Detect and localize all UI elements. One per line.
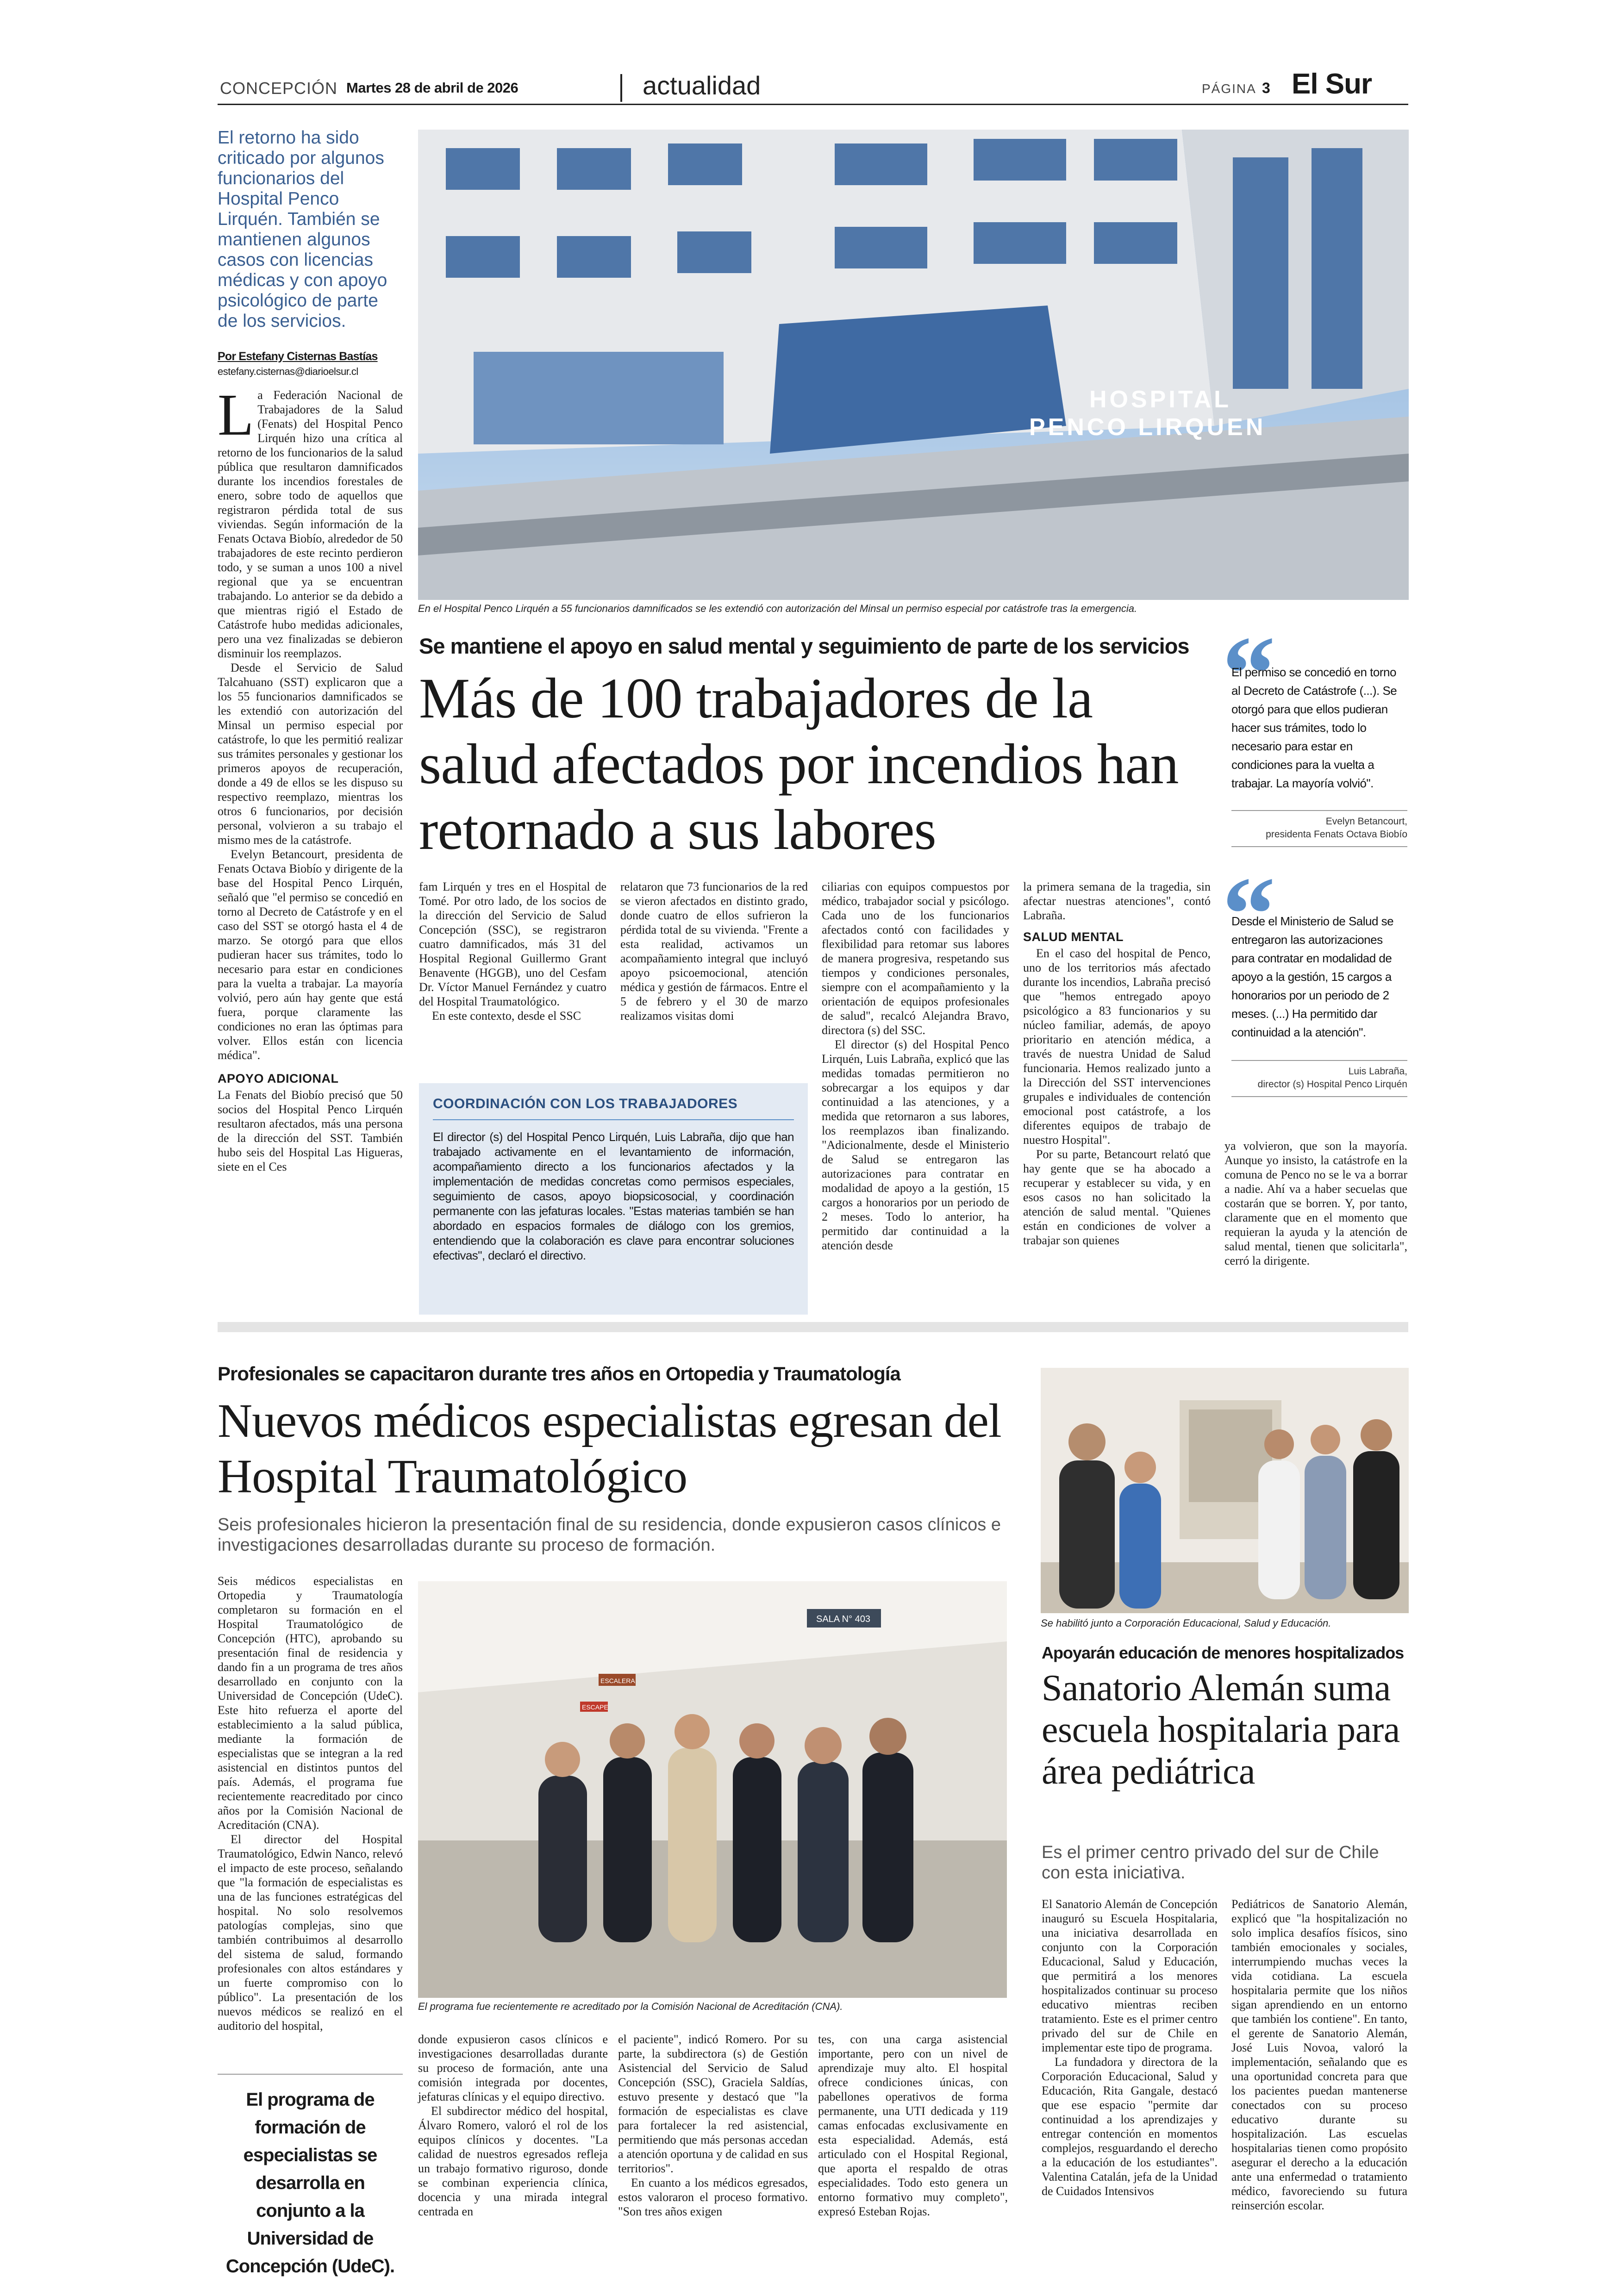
- story3-column-2: [1231, 1897, 1407, 2213]
- info-box-text: El director (s) del Hospital Penco Lirquén, Luis Labraña, dijo que han trabajado activamente en el levantamiento de información, acompañamiento directo a los funcionarios afectados y la implementación de medidas concretas como permisos especiales, seguimiento de casos, apoyo biopsicosocial, y coordinación permanente con las jefaturas locales. "Estas materias también se han abordado en espacios formales de diálogo con los gremios, entendiendo que la colaboración es clave para encontrar soluciones efectivas", declaró el directivo.: [433, 1130, 794, 1262]
- paragraph: El subdirector médico del hospital, Álvaro Romero, valoró el rol de los equipos clínicos y docentes. "La calidad de nuestros egresados refleja un trabajo formativo riguroso, donde se combinan experiencia clínica, docencia y una mirada integral centrada en: [418, 2104, 608, 2218]
- paragraph: Seis médicos especialistas en Ortopedia y Traumatología completaron su formación en el Hospital Traumatológico de Concepción (HTC), aprobando su presentación final de residencia y dando fin a un programa de tres años desarrollado en conjunto con la Universidad de Concepción (UdeC). Este hito refuerza el aporte del establecimiento a la salud pública, mediante la formación de especialistas que se integran a la red asistencial en distintos puntos del país. Además, el programa fue recientemente reacreditado por cinco años por la Comisión Nacional de Acreditación (CNA).: [218, 1574, 403, 1832]
- header-city: CONCEPCIÓN: [220, 79, 338, 98]
- photo-caption: En el Hospital Penco Lirquén a 55 funcionarios damnificados se les extendió con autorización del Minsal un permiso especial por catástrofe tras la emergencia.: [418, 603, 1137, 614]
- paragraph: Desde el Servicio de Salud Talcahuano (SST) explicaron que a los 55 funcionarios damnificados se les extendió con autorización del Minsal un permiso especial por catástrofe, lo que les permitió realizar sus trámites personales y gestionar los primeros apoyos de recuperación, donde a 49 de ellos se les dispuso su respectivo reemplazo, mientras los otros 6 funcionarios, por decisión personal, volvieron a su trabajo el mismo mes de la catástrofe.: [218, 661, 403, 847]
- quote-rule: [1231, 846, 1407, 847]
- paragraph: El director del Hospital Traumatológico, Edwin Nanco, relevó el impacto de este proceso, señalando que "la formación de especialistas es una de las funciones estratégicas del hospital. No solo resolvemos patologías complejas, sino que también contribuimos al desarrollo del sistema de salud, formando profesionales con altos estándares y un fuerte compromiso con lo público". La presentación de los nuevos médicos se realizó en el auditorio del hospital,: [218, 1833, 403, 2033]
- paragraph: ya volvieron, que son la mayoría. Aunque yo insisto, la catástrofe en la comuna de Penco no se le va a borrar a nadie. Ahí va a haber secuelas que costarán que se borren. Y, por tanto, claramente que en el momento que requieran la ayuda y la atención de salud mental, tienen que solicitarla", cerró la dirigente.: [1224, 1139, 1407, 1267]
- quote-mark-icon: “: [1222, 855, 1275, 973]
- story-column-1: [218, 382, 403, 1174]
- stair-sign: ESCALERA: [600, 1677, 635, 1684]
- paragraph: En este contexto, desde el SSC: [432, 1009, 581, 1023]
- header-date: Martes 28 de abril de 2026: [346, 80, 518, 96]
- header-divider: [620, 74, 622, 102]
- story-column-3: [620, 879, 808, 1023]
- page-number: 3: [1262, 80, 1270, 96]
- graduates-photo: [418, 1581, 1007, 1998]
- story2-column-2: [418, 2032, 608, 2219]
- info-box-title: COORDINACIÓN CON LOS TRABAJADORES: [433, 1096, 738, 1111]
- byline-email: estefany.cisternas@diarioelsur.cl: [218, 366, 358, 377]
- paragraph: ciliarias con equipos compuestos por médico, trabajador social y psicólogo. Cada uno de los funcionarios afectados contó con facilidades y flexibilidad para retomar sus labores de manera progresiva, respetando sus tiempos y condiciones personales, siempre con el acompañamiento y la orientación de equipos profesionales de salud", recalcó Alejandra Bravo, directora (s) del SSC.: [822, 880, 1009, 1037]
- paragraph: la primera semana de la tragedia, sin afectar nuestras atenciones", contó Labraña.: [1023, 880, 1211, 922]
- hospital-photo: [418, 130, 1409, 600]
- story-headline: Más de 100 trabajadores de la salud afectados por incendios han retornado a sus labores: [419, 667, 1179, 861]
- story2-column-1: [218, 1574, 403, 2033]
- paragraph: En el caso del hospital de Penco, uno de los territorios más afectado durante los incendios, Labraña precisó que "hemos entregado apoyo psicológico a 83 funcionarios y su núcleo familiar, además, de apoyo prioritario en atención médica, a través de nuestra Unidad de Salud funcionaria. Hemos realizado junto a la Dirección del SST intervenciones grupales e individuales de contención emocional post catástrofe, a los diferentes equipos de trabajo de nuestro Hospital".: [1023, 947, 1211, 1147]
- story-kicker: Se mantiene el apoyo en salud mental y seguimiento de parte de los servicios: [419, 634, 1189, 658]
- story2-column-3: [618, 2032, 808, 2219]
- story3-headline: Sanatorio Alemán suma escuela hospitalaria para área pediátrica: [1042, 1668, 1400, 1792]
- room-sign: SALA N° 403: [816, 1614, 870, 1624]
- section-divider: [218, 1322, 1408, 1332]
- story3-photo-caption: Se habilitó junto a Corporación Educacional, Salud y Educación.: [1041, 1617, 1331, 1629]
- paragraph: relataron que 73 funcionarios de la red se vieron afectados en distinto grado, donde cuatro de ellos sufrieron la pérdida total de su vivienda. "Frente a esta realidad, activamos un acompañamiento integral que incluyó apoyo psicoemocional, atención médica y gestión de fármacos. Entre el 5 de febrero y el 30 de marzo realizamos visitas domi: [620, 880, 808, 1023]
- info-box: [419, 1083, 808, 1315]
- quote-rule: [1231, 1096, 1407, 1097]
- pullquote-rule: [218, 2074, 403, 2075]
- story3-column-1: [1042, 1897, 1218, 2198]
- escape-sign: ESCAPE: [582, 1703, 608, 1711]
- paragraph: Por su parte, Betancourt relató que hay gente que se ha abocado a recuperar y establecer su vida, y en esos casos no han solicitado la atención de salud mental. "Quienes están en condiciones de volver a trabajar son quienes: [1023, 1148, 1211, 1247]
- info-box-rule: [433, 1119, 794, 1120]
- quote-source-name: Evelyn Betancourt,: [1325, 816, 1407, 827]
- paragraph: tes, con una carga asistencial importante, pero con un nivel de aprendizaje muy alto. El hospital ofrece condiciones únicas, con pabellones operativos de forma permanente, una UTI dedicada y 119 camas enfocadas exclusivamente en esta especialidad. Además, está articulado con el Hospital Regional, que aporta el respaldo de otras especialidades. Todo esto genera un entorno formativo muy completo", expresó Esteban Rojas.: [818, 2033, 1008, 2218]
- graduates-illustration: [418, 1581, 1007, 1998]
- paragraph: a Federación Nacional de Trabajadores de la Salud (Fenats) del Hospital Penco Lirquén hizo una crítica al retorno de los funcionarios de la salud pública que resultaron damnificados durante los incendios forestales de enero, sobre todo de aquellos que registraron pérdida total de sus viviendas. Según información de la Fenats Octava Biobío, alrededor de 50 trabajadores de este recinto perdieron todo, y se suman a unos 100 a nivel regional que ya se encuentran trabajando. Lo anterior se da debido a que mientras rigió el Estado de Catástrofe hubo medidas adicionales, pero una vez finalizadas se debieron disminuir los reemplazos.: [218, 388, 403, 660]
- subhead-salud-mental: SALUD MENTAL: [1023, 930, 1124, 944]
- quote-source-role: presidenta Fenats Octava Biobío: [1266, 829, 1407, 840]
- quote-source-name: Luis Labraña,: [1348, 1066, 1407, 1077]
- hospital-building-illustration: [418, 130, 1409, 600]
- building-sign: HOSPITAL: [1089, 386, 1232, 413]
- paragraph: La fundadora y directora de la Corporación Educacional, Salud y Educación, Rita Gangale, destacó que ese espacio "permite dar continuidad a los aprendizajes y entregar contención en momentos complejos, resguardando el derecho a la educación de los estudiantes". Valentina Catalán, jefa de la Unidad de Cuidados Intensivos: [1042, 2055, 1218, 2198]
- drop-cap: L: [218, 382, 254, 448]
- page-label: PÁGINA: [1202, 81, 1256, 96]
- paragraph: donde expusieron casos clínicos e investigaciones desarrolladas durante su proceso de formación, ante una comisión integrada por docentes, jefaturas clínicas y el equipo directivo.: [418, 2033, 608, 2103]
- header-rule: [218, 104, 1408, 105]
- story2-photo-caption: El programa fue recientemente re acreditado por la Comisión Nacional de Acreditación (CNA).: [418, 2001, 843, 2012]
- story-column-2: [419, 879, 606, 1023]
- byline: Por Estefany Cisternas Bastías: [218, 350, 378, 363]
- paragraph: El director (s) del Hospital Penco Lirquén, Luis Labraña, explicó que las medidas tomadas permitieron no sobrecargar a los equipos y dar continuidad a las atenciones, y a medida que retornaron a sus labores, los reemplazos iban finalizando. "Adicionalmente, desde el Ministerio de Salud se entregaron las autorizaciones para contratar en modalidad de apoyo a la gestión, 15 cargos a honorarios por un periodo de 2 meses. Todo lo anterior, ha permitido dar continuidad a la atención desde: [822, 1038, 1009, 1252]
- story-column-6: [1224, 1139, 1407, 1268]
- paragraph: La Fenats del Biobío precisó que 50 socios del Hospital Penco Lirquén resultaron afectados, más una persona de la dirección del SST. También hubo seis del Hospital Las Higueras, siete en el Ces: [218, 1088, 403, 1173]
- story3-kicker: Apoyarán educación de menores hospitalizados: [1042, 1643, 1404, 1662]
- paragraph: Pediátricos de Sanatorio Alemán, explicó que "la hospitalización no solo implica desafíos físicos, sino también emocionales y sociales, interrumpiendo muchas veces la vida cotidiana. La escuela hospitalaria permite que los niños sigan aprendiendo en un entorno que también los contiene". En tanto, el gerente de Sanatorio Alemán, José Luis Novoa, valoró la implementación, señalando que es una oportunidad concreta para que los pacientes puedan mantenerse conectados con su proceso educativo durante su hospitalización. Las escuelas hospitalarias tienen como propósito asegurar el derecho a la educación ante una enfermedad o tratamiento médico, favoreciendo su futura reinserción escolar.: [1231, 1897, 1407, 2212]
- quote-betancourt: El permiso se concedió en torno al Decreto de Catástrofe (...). Se otorgó para que ellos pudieran hacer sus trámites, todo lo necesario para estar en condiciones para la vuelta a trabajar. La mayoría volvió".: [1231, 665, 1397, 790]
- quote-rule: [1231, 810, 1407, 811]
- story-lede: El retorno ha sido criticado por algunos funcionarios del Hospital Penco Lirquén. También se mantienen algunos casos con licencias médicas y con apoyo psicológico de parte de los servicios.: [218, 128, 387, 331]
- school-illustration: [1041, 1368, 1409, 1613]
- building-sign-2: PENCO LIRQUEN: [1029, 414, 1266, 441]
- story2-column-4: [818, 2032, 1008, 2219]
- section-title: actualidad: [643, 71, 761, 100]
- subhead-apoyo: APOYO ADICIONAL: [218, 1072, 339, 1085]
- story-column-4: [822, 879, 1009, 1253]
- paragraph: El Sanatorio Alemán de Concepción inauguró su Escuela Hospitalaria, una iniciativa desarrollada en conjunto con la Corporación Educacional, Salud y Educación, que permitirá a los menores hospitalizados continuar su proceso educativo mientras reciben tratamiento. Este es el primer centro privado del sur de Chile en implementar este tipo de programa.: [1042, 1897, 1218, 2054]
- quote-labrana: Desde el Ministerio de Salud se entregaron las autorizaciones para contratar en modalidad de apoyo a la gestión, 15 cargos a honorarios por un periodo de 2 meses. (...) Ha permitido dar continuidad a la atención".: [1231, 914, 1394, 1039]
- quote-mark-icon: “: [1222, 614, 1275, 732]
- story2-deck: Seis profesionales hicieron la presentación final de su residencia, donde expusieron casos clínicos e investigaciones desarrolladas durante su proceso de formación.: [218, 1515, 1001, 1555]
- story2-headline: Nuevos médicos especialistas egresan del Hospital Traumatológico: [218, 1394, 1001, 1503]
- quote-rule: [1231, 1060, 1407, 1061]
- paragraph: fam Lirquén y tres en el Hospital de Tomé. Por otro lado, de los socios de la dirección del Servicio de Salud Concepción (SSC), se registraron cuatro damnificados, más 31 del Hospital Regional Guillermo Grant Benavente (HGGB), uno del Cesfam Dr. Víctor Manuel Fernández y cuatro del Hospital Traumatológico.: [419, 880, 606, 1008]
- story2-kicker: Profesionales se capacitaron durante tres años en Ortopedia y Traumatología: [218, 1363, 900, 1384]
- paragraph: Evelyn Betancourt, presidenta de Fenats Octava Biobío y dirigente de la base del Hospital Penco Lirquén, señaló que "el permiso se concedió en torno al Decreto de Catástrofe y en el caso del SST se otorgó hasta el 4 de marzo. Se otorgó para que ellos pudieran hacer sus trámites, todo lo necesario para estar en condiciones para la vuelta a trabajar. La mayoría volvió, pero aún hay gente que está fuera, porque claramente las condiciones no eran las óptimas para volver. Ellos están con licencia médica".: [218, 848, 403, 1062]
- masthead-logo: El Sur: [1292, 68, 1372, 100]
- story3-deck: Es el primer centro privado del sur de Chile con esta iniciativa.: [1042, 1843, 1379, 1883]
- paragraph: el paciente", indicó Romero. Por su parte, la subdirectora (s) de Gestión Asistencial del Servicio de Salud Concepción (SSC), Graciela Saldías, estuvo presente y destacó que "la formación de especialistas es clave para fortalecer la red asistencial, permitiendo que más personas accedan a atención oportuna y de calidad en sus territorios".: [618, 2033, 808, 2175]
- paragraph: En cuanto a los médicos egresados, estos valoraron el proceso formativo. "Son tres años exigen: [618, 2176, 808, 2218]
- quote-source-role: director (s) Hospital Penco Lirquén: [1257, 1079, 1407, 1090]
- story2-pullquote: El programa de formación de especialistas se desarrolla en conjunto a la Universidad de Concepción (UdeC).: [225, 2089, 395, 2276]
- school-photo: [1041, 1368, 1409, 1613]
- story-column-5: [1023, 879, 1211, 1247]
